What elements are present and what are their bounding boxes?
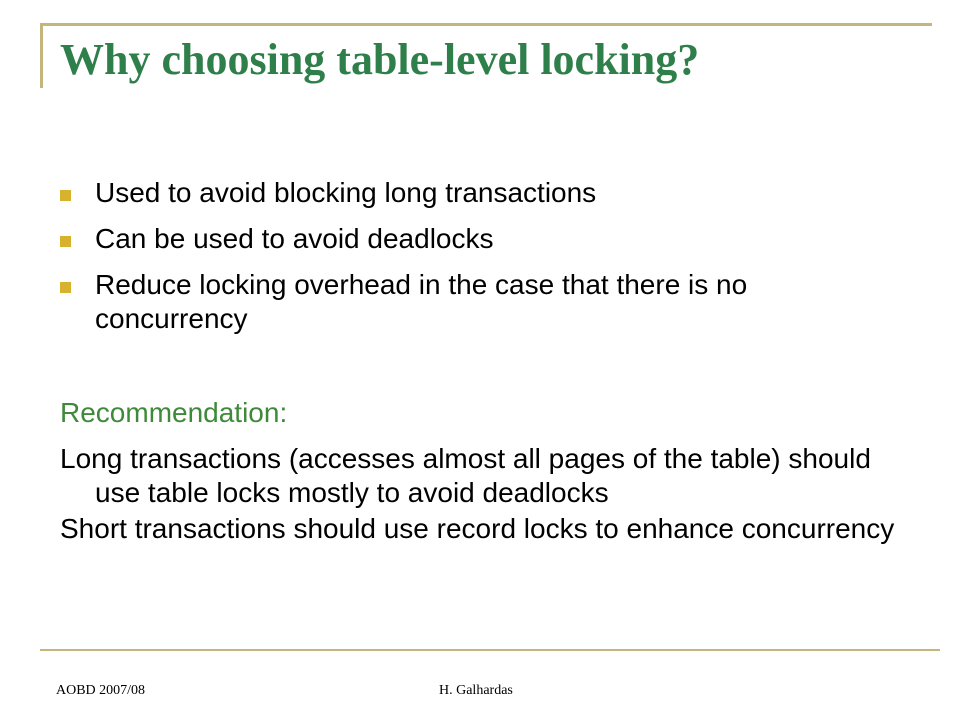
bullet-item — [60, 268, 890, 336]
square-bullet-icon — [60, 236, 71, 247]
bullet-text: Reduce locking overhead in the case that there is no concurrency — [95, 269, 748, 334]
bullet-item — [60, 176, 890, 210]
top-border-line — [40, 23, 932, 26]
left-accent-line — [40, 23, 43, 88]
recommendation-paragraph: Short transactions should use record locks to enhance concurrency — [60, 513, 895, 544]
bullet-text: Can be used to avoid deadlocks — [95, 223, 494, 254]
slide-title: Why choosing table-level locking? — [60, 35, 700, 84]
square-bullet-icon — [60, 282, 71, 293]
recommendation-heading: Recommendation: — [60, 397, 288, 428]
footer-author: H. Galhardas — [439, 683, 513, 698]
square-bullet-icon — [60, 190, 71, 201]
recommendation-paragraph: Long transactions (accesses almost all pages of the table) should use table locks mostly to avoid deadlocks — [60, 443, 871, 508]
bullet-text: Used to avoid blocking long transactions — [95, 177, 597, 208]
footer-course: AOBD 2007/08 — [56, 683, 146, 698]
bottom-border-line — [40, 649, 940, 651]
recommendation-section — [60, 396, 920, 548]
bullet-list — [60, 176, 890, 348]
bullet-item — [60, 222, 890, 256]
